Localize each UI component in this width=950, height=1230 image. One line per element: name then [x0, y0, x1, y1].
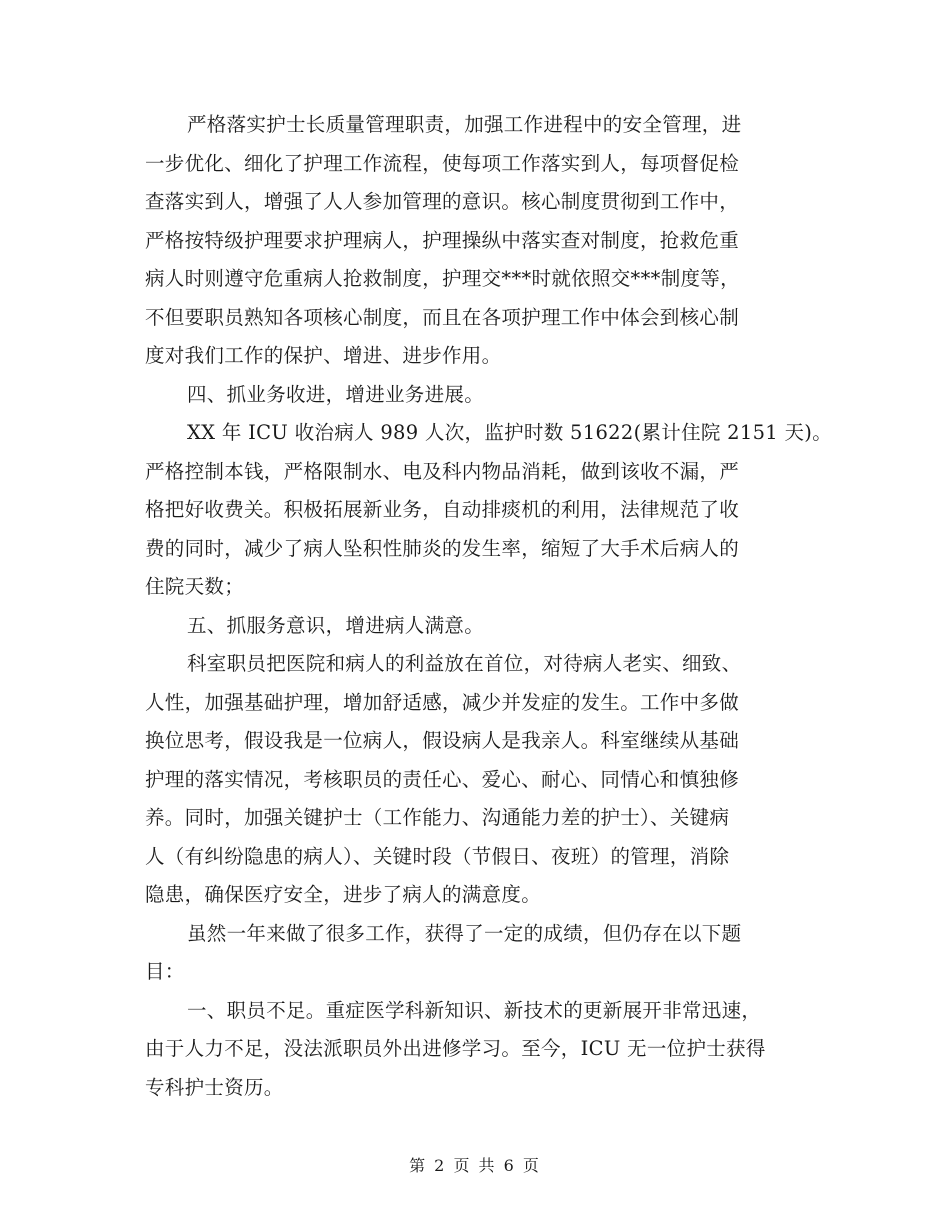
- paragraph-line: 严格按特级护理要求护理病人，护理操纵中落实查对制度，抢救危重: [145, 228, 740, 252]
- paragraph-line: 查落实到人，增强了人人参加管理的意识。核心制度贯彻到工作中，: [145, 190, 740, 213]
- paragraph-line: 养。同时，加强关键护士（工作能力、沟通能力差的护士）、关键病: [145, 806, 730, 829]
- paragraph-line: 人（有纠纷隐患的病人）、关键时段（节假日、夜班）的管理，消除: [145, 844, 730, 868]
- section-heading: 五、抓服务意识，增进病人满意。: [187, 613, 485, 637]
- section-heading: 四、抓业务收进，增进业务进展。: [187, 382, 485, 406]
- paragraph-line: XX 年 ICU 收治病人 989 人次，监护时数 51622(累计住院 2151 天)。: [187, 421, 833, 444]
- paragraph-line: 住院天数；: [145, 575, 245, 598]
- paragraph-line: 隐患，确保医疗安全，进步了病人的满意度。: [145, 883, 542, 906]
- paragraph-line: 费的同时，减少了病人坠积性肺炎的发生率，缩短了大手术后病人的: [145, 536, 740, 560]
- paragraph-line: 严格控制本钱，严格限制水、电及科内物品消耗，做到该收不漏，严: [145, 459, 740, 483]
- paragraph-line: 度对我们工作的保护、增进、进步作用。: [145, 344, 502, 367]
- paragraph-line: 严格落实护士长质量管理职责，加强工作进程中的安全管理，进: [187, 113, 742, 136]
- paragraph-line: 换位思考，假设我是一位病人，假设病人是我亲人。科室继续从基础: [145, 729, 740, 752]
- paragraph-line: 不但要职员熟知各项核心制度，而且在各项护理工作中体会到核心制: [145, 305, 740, 329]
- paragraph-line: 人性，加强基础护理，增加舒适感，减少并发症的发生。工作中多做: [145, 690, 740, 714]
- paragraph-line: 格把好收费关。积极拓展新业务，自动排痰机的利用，法律规范了收: [145, 498, 740, 521]
- paragraph-line: 一、职员不足。重症医学科新知识、新技术的更新展开非常迅速，: [187, 998, 762, 1022]
- paragraph-line: 目：: [145, 960, 185, 983]
- paragraph-line: 科室职员把医院和病人的利益放在首位，对待病人老实、细致、: [187, 652, 742, 675]
- page-number-footer: 第 2 页 共 6 页: [409, 1156, 541, 1175]
- paragraph-line: 一步优化、细化了护理工作流程，使每项工作落实到人，每项督促检: [145, 151, 740, 175]
- document-body: [145, 106, 833, 1107]
- paragraph-line: 病人时则遵守危重病人抢救制度，护理交***时就依照交***制度等，: [145, 267, 740, 290]
- paragraph-line: 虽然一年来做了很多工作，获得了一定的成绩，但仍存在以下题: [187, 921, 742, 945]
- paragraph-line: 由于人力不足，没法派职员外出进修学习。至今，ICU 无一位护士获得: [145, 1037, 766, 1060]
- paragraph-line: 专科护士资历。: [145, 1075, 284, 1099]
- paragraph-line: 护理的落实情况，考核职员的责任心、爱心、耐心、同情心和慎独修: [145, 767, 740, 791]
